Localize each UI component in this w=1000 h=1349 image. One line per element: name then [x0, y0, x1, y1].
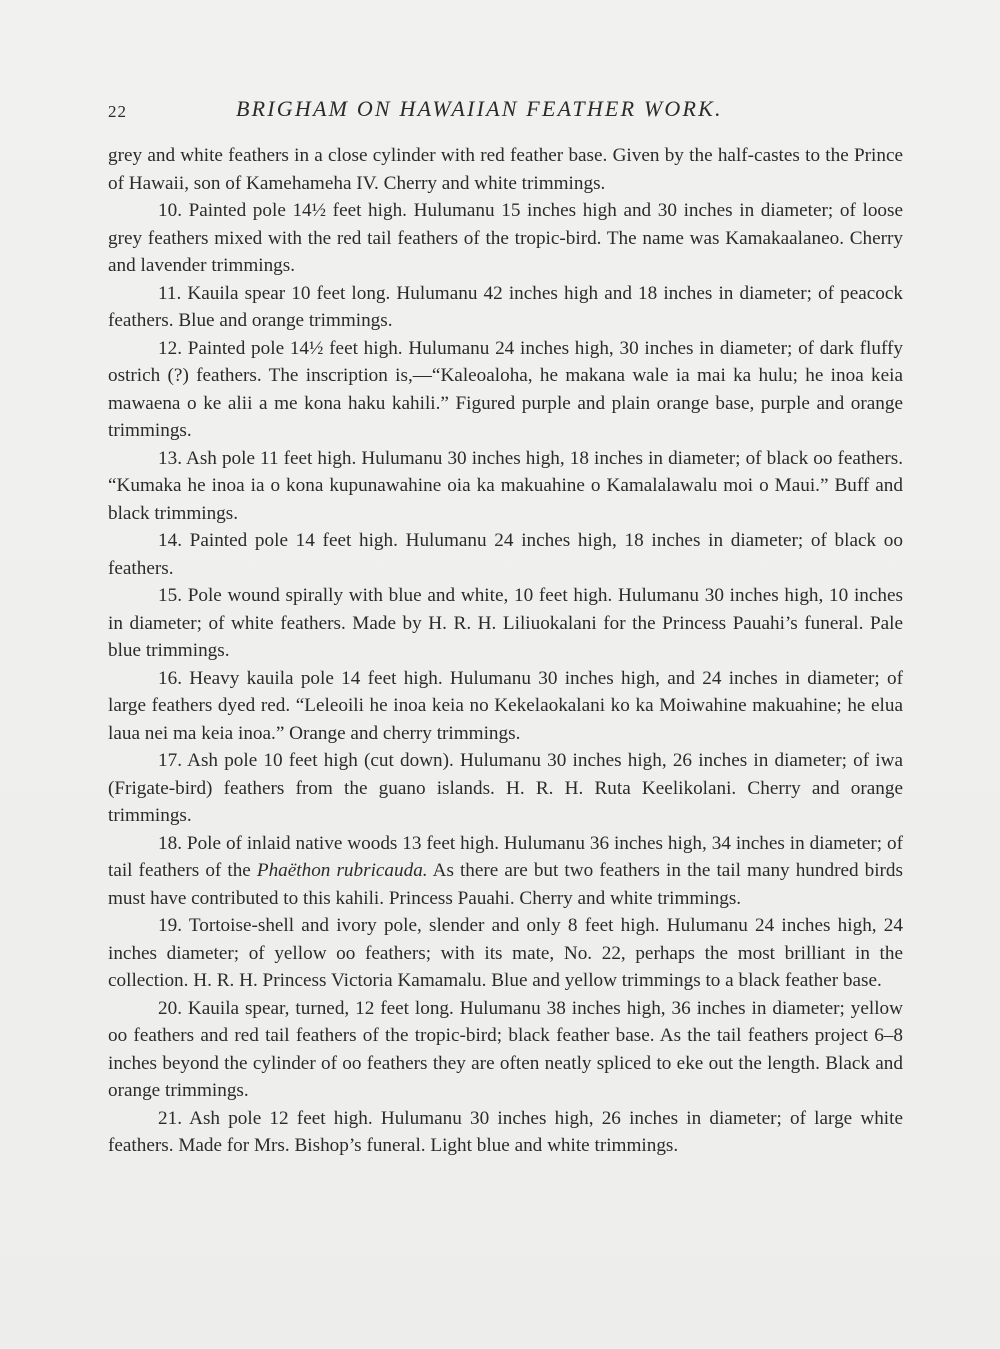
entry-18-text-after: As there are but two feathers in the tail many hundred birds must have contributed to this kahili. Princess Pauahi. Cherry and white trimmings. [108, 860, 903, 909]
entry-20: 20. Kauila spear, turned, 12 feet long. Hulumanu 38 inches high, 36 inches in diameter; yellow oo feathers and red tail feathers of the tropic-bird; black feather base. As the tail feathers project 6–8 inches beyond the cylinder of oo feathers they are often neatly spliced to eke out the length. Black and orange trimmings. [108, 997, 903, 1101]
entry-18-species-name: Phaëthon rubricauda. [256, 860, 428, 881]
entry-12: 12. Painted pole 14½ feet high. Hulumanu 24 inches high, 30 inches in diameter; of dark fluffy ostrich (?) feathers. The inscription is,—“Kaleoaloha, he makana wale ia mai ka hulu; he inoa keia mawaena o ke alii a me kona haku kahili.” Figured purple and plain orange base, purple and orange trimmings. [108, 337, 903, 441]
entry-16: 16. Heavy kauila pole 14 feet high. Hulumanu 30 inches high, and 24 inches in diameter; of large feathers dyed red. “Leleoili he inoa keia no Kekelaokalani ko ka Moiwahine makuahine; he elua laua nei ma keia inoa.” Orange and cherry trimmings. [108, 667, 903, 744]
entry-19: 19. Tortoise-shell and ivory pole, slender and only 8 feet high. Hulumanu 24 inches high, 24 inches diameter; of yellow oo feathers; with its mate, No. 22, perhaps the most brilliant in the collection. H. R. H. Princess Victoria Kamamalu. Blue and yellow trimmings to a black feather base. [108, 915, 903, 991]
running-title: BRIGHAM ON HAWAIIAN FEATHER WORK. [236, 96, 723, 121]
entry-14: 14. Painted pole 14 feet high. Hulumanu 24 inches high, 18 inches in diameter; of black oo feathers. [108, 530, 903, 579]
entry-18 [108, 830, 903, 913]
entry-10: 10. Painted pole 14½ feet high. Hulumanu 15 inches high and 30 inches in diameter; of loose grey feathers mixed with the red tail feathers of the tropic-bird. The name was Kamakaalaneo. Cherry and lavender trimmings. [108, 200, 903, 276]
entry-11: 11. Kauila spear 10 feet long. Hulumanu 42 inches high and 18 inches in diameter; of peacock feathers. Blue and orange trimmings. [108, 282, 903, 331]
paragraph-continued: grey and white feathers in a close cylinder with red feather base. Given by the half-castes to the Prince of Hawaii, son of Kamehameha IV. Cherry and white trimmings. [108, 145, 903, 194]
entry-21: 21. Ash pole 12 feet high. Hulumanu 30 inches high, 26 inches in diameter; of large white feathers. Made for Mrs. Bishop’s funeral. Light blue and white trimmings. [108, 1107, 903, 1156]
entry-13: 13. Ash pole 11 feet high. Hulumanu 30 inches high, 18 inches in diameter; of black oo feathers. “Kumaka he inoa ia o kona kupunawahine oia ka makuahine o Kamalalawalu moi o Maui.” Buff and black trimmings. [108, 447, 903, 524]
page-body [108, 142, 903, 1160]
entry-18-text-before: 18. Pole of inlaid native woods 13 feet high. Hulumanu 36 inches high, 34 inches in diameter; of tail feathers of the [108, 832, 903, 881]
page-header [108, 96, 903, 126]
entry-17: 17. Ash pole 10 feet high (cut down). Hulumanu 30 inches high, 26 inches in diameter; of iwa (Frigate-bird) feathers from the guano islands. H. R. H. Ruta Keelikolani. Cherry and orange trimmings. [108, 750, 903, 826]
entry-15: 15. Pole wound spirally with blue and white, 10 feet high. Hulumanu 30 inches high, 10 inches in diameter; of white feathers. Made by H. R. H. Liliuokalani for the Princess Pauahi’s funeral. Pale blue trimmings. [108, 585, 903, 661]
page-number: 22 [108, 102, 127, 121]
